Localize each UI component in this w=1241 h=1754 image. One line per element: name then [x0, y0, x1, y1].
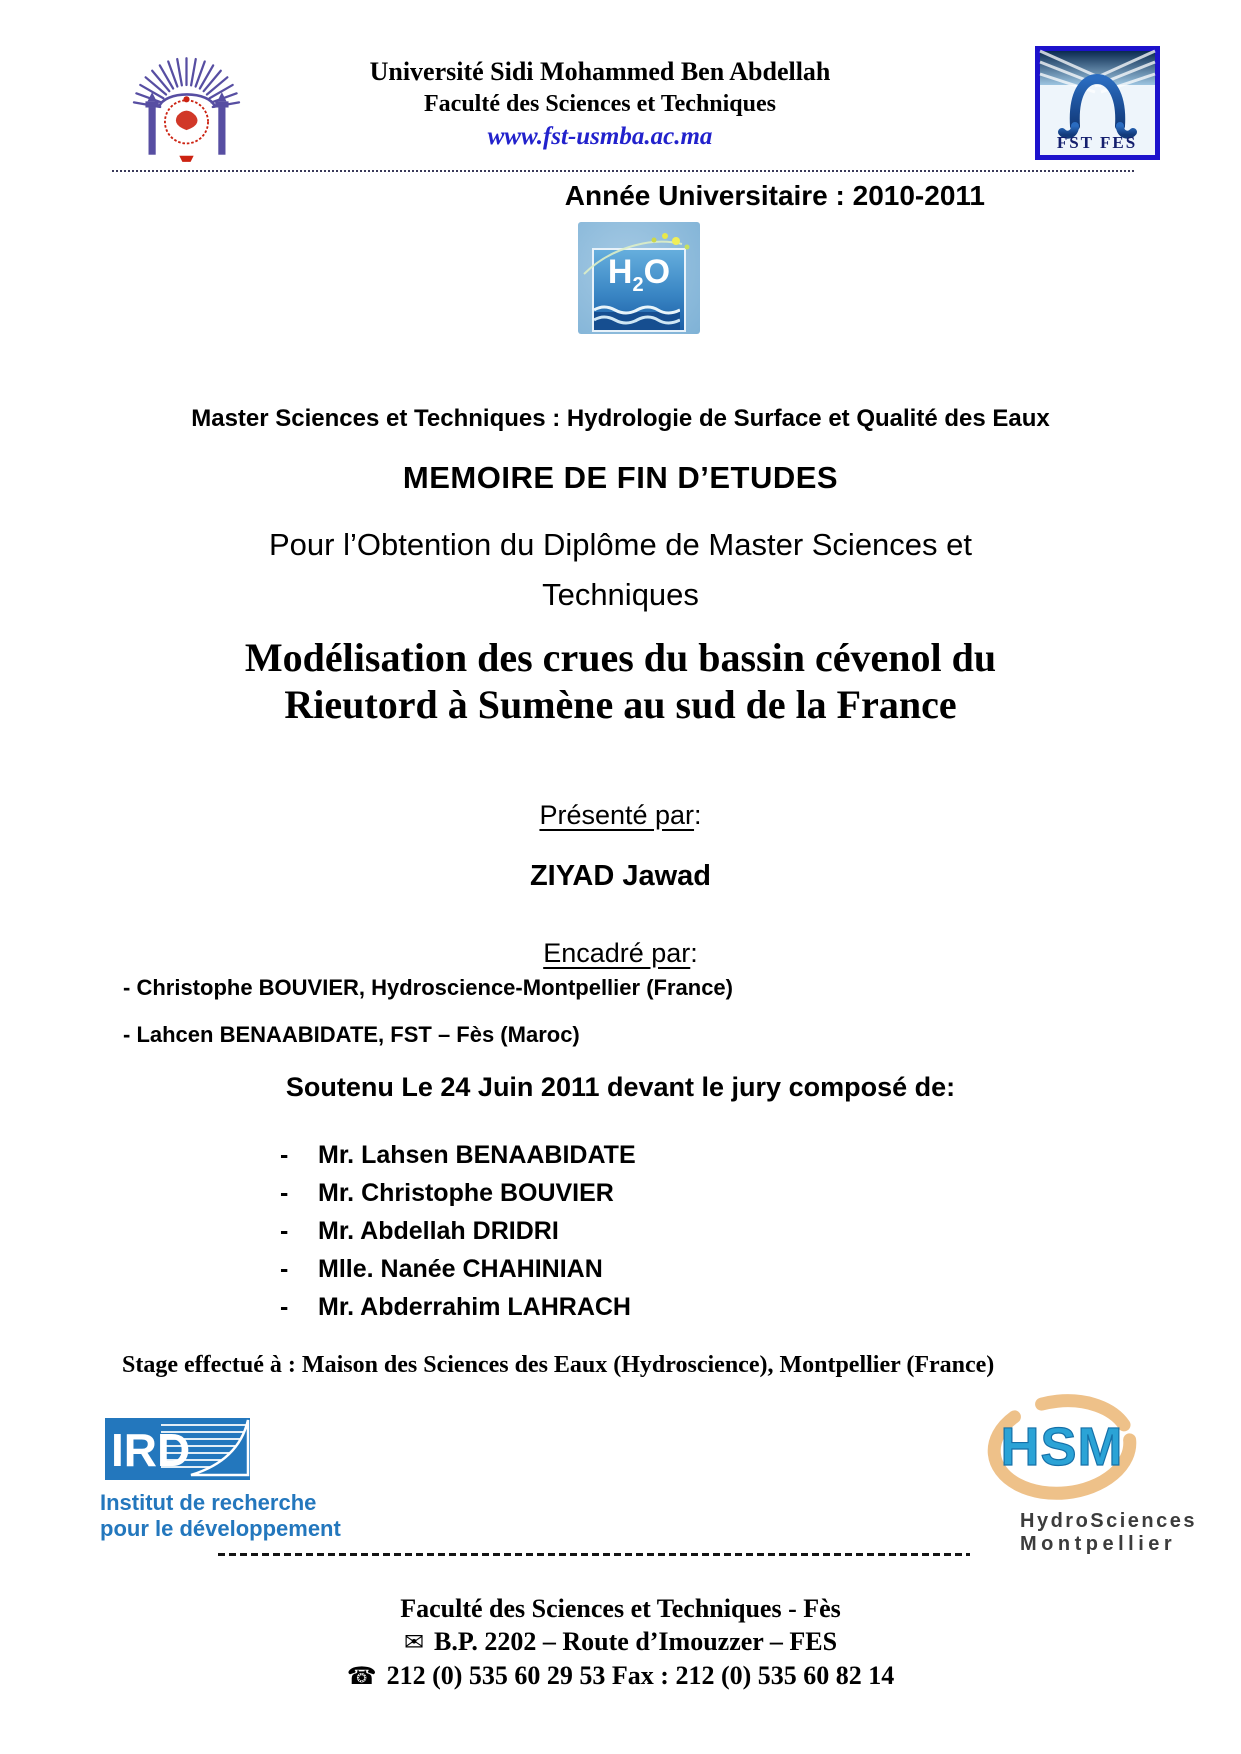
internship-line: Stage effectué à : Maison des Sciences des Eaux (Hydroscience), Montpellier (France): [122, 1352, 995, 1378]
supervisor-line: - Lahcen BENAABIDATE, FST – Fès (Maroc): [123, 1022, 580, 1047]
water-waves-icon: [594, 300, 680, 330]
defense-line: Soutenu Le 24 Juin 2011 devant le jury composé de:: [285, 1072, 956, 1102]
footer-faculty-line: Faculté des Sciences et Techniques - Fès: [400, 1594, 841, 1623]
ird-acronym: IRD: [111, 1424, 191, 1476]
footer-phone-line: ☎ 212 (0) 535 60 29 53 Fax : 212 (0) 535 60 82 14: [0, 1659, 1241, 1693]
jury-member: - Mr. Christophe BOUVIER: [280, 1179, 614, 1207]
footer-divider: [218, 1553, 970, 1556]
presented-by-label: Présenté par:: [539, 800, 702, 830]
footer-address-line: ✉ B.P. 2202 – Route d’Imouzzer – FES: [0, 1625, 1241, 1659]
hsm-logo: [985, 1393, 1140, 1505]
purpose-line: Pour l’Obtention du Diplôme de Master Sciences et Techniques: [268, 527, 973, 612]
header-divider: [112, 170, 1134, 172]
memoire-title: MEMOIRE DE FIN D’ETUDES: [402, 460, 839, 495]
ird-logo: [105, 1418, 250, 1480]
jury-member: - Mlle. Nanée CHAHINIAN: [280, 1255, 603, 1283]
swoosh-icon: [578, 222, 700, 282]
fst-fes-logo: [1035, 46, 1160, 160]
university-emblem-icon: [128, 48, 246, 166]
h2o-logo-text: $H_2O$: [607, 253, 671, 296]
supervised-by-label: Encadré par:: [543, 938, 698, 968]
mail-icon: ✉: [403, 1628, 425, 1656]
footer-contact-block: [0, 1592, 1241, 1693]
jury-member: - Mr. Lahsen BENAABIDATE: [280, 1141, 636, 1169]
phone-icon: ☎: [346, 1662, 377, 1690]
university-name: Université Sidi Mohammed Ben Abdellah: [369, 57, 831, 86]
program-line: Master Sciences et Techniques : Hydrologie de Surface et Qualité des Eaux: [191, 405, 1050, 432]
ird-caption: Institut de recherche pour le développement: [100, 1490, 341, 1541]
faculty-name: Faculté des Sciences et Techniques: [424, 91, 776, 117]
academic-year: Année Universitaire : 2010-2011: [564, 180, 985, 211]
header-title-block: [280, 55, 920, 153]
hsm-acronym: HSM: [1000, 1417, 1124, 1477]
jury-member: - Mr. Abderrahim LAHRACH: [280, 1293, 631, 1321]
thesis-title: Modélisation des crues du bassin cévenol du Rieutord à Sumène au sud de la France: [244, 635, 997, 727]
jury-list: [280, 1136, 636, 1326]
h2o-master-logo: [578, 222, 700, 334]
author-name: ZIYAD Jawad: [529, 860, 712, 892]
fst-logo-caption: FST FES: [1056, 133, 1138, 152]
website-url: www.fst-usmba.ac.ma: [487, 123, 713, 150]
jury-member: - Mr. Abdellah DRIDRI: [280, 1217, 559, 1245]
supervisor-line: - Christophe BOUVIER, Hydroscience-Montpellier (France): [123, 975, 733, 1000]
hsm-caption: HydroSciences Montpellier: [1020, 1510, 1198, 1555]
